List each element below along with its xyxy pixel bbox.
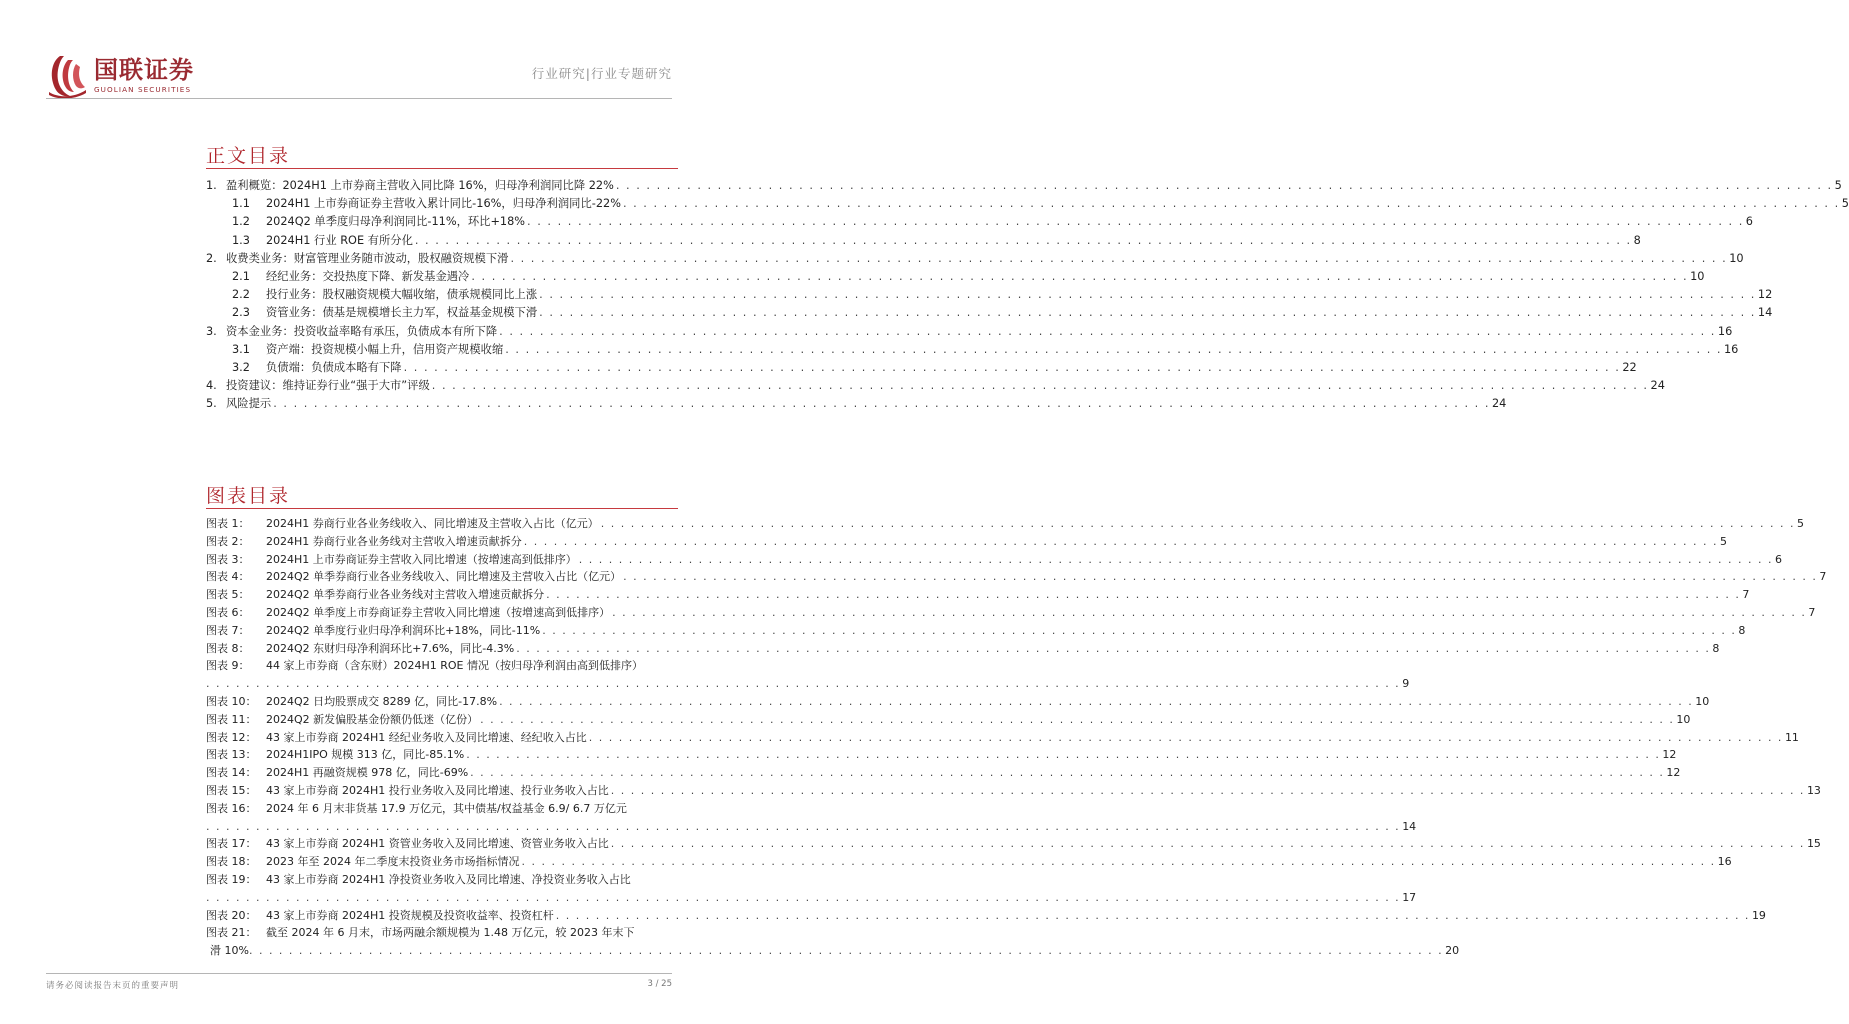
figure-entry-title: 2024H1 上市券商证券主营收入同比增速（按增速高到低排序） [266, 552, 577, 566]
toc-entry[interactable] [206, 395, 1507, 413]
dot-leader: . . . . . . . . . . . . . . . . . . . . . . . . . . . . . . . . . . . . . . . . . . . . . . . . . . . . . . . . . . . . . . . . . . . . . . . . . . . . . . . . . . . . . . . . . . . . . . . . . . . . . . . . . . . . . . . . . . . . . . . . [610, 837, 1805, 851]
toc-entry-page: 12 [1757, 288, 1773, 302]
figure-entry[interactable] [206, 586, 1750, 604]
figure-entry[interactable] [206, 924, 672, 942]
toc-entry-page: 24 [1491, 397, 1507, 411]
toc-entry[interactable] [206, 286, 1773, 304]
figure-entry[interactable] [206, 515, 1804, 533]
figure-entry-page: 8 [1712, 641, 1720, 655]
figure-entry-label: 图表 18： [206, 855, 257, 869]
figure-entry-continuation[interactable] [206, 675, 1410, 693]
toc-entry[interactable] [206, 213, 1753, 231]
toc-entry[interactable] [206, 323, 1733, 341]
figure-entry-title: 2024Q2 日均股票成交 8289 亿，同比-17.8% [266, 694, 498, 708]
dot-leader: . . . . . . . . . . . . . . . . . . . . . . . . . . . . . . . . . . . . . . . . . . . . . . . . . . . . . . . . . . . . . . . . . . . . . . . . . . . . . . . . . . . . . . . . . . . . . . . . . . . . . . . . . . . . . . . . . . . . . . . . [480, 712, 1675, 726]
figure-entry-title: 2024Q2 单季度上市券商证券主营收入同比增速（按增速高到低排序） [266, 605, 611, 619]
figure-entry[interactable] [206, 907, 1766, 925]
dot-leader: . . . . . . . . . . . . . . . . . . . . . . . . . . . . . . . . . . . . . . . . . . . . . . . . . . . . . . . . . . . . . . . . . . . . . . . . . . . . . . . . . . . . . . . . . . . . . . . . . . . . . . . . . . . . . . . . . . . . . . . . [466, 748, 1661, 762]
toc-entry-title: 盈利概览：2024H1 上市券商主营收入同比降 16%，归母净利润同比降 22% [226, 179, 614, 192]
figure-entry-title: 2024 年 6 月末非货基 17.9 万亿元，其中债基/权益基金 6.9/ 6.7 万亿元 [266, 801, 627, 815]
toc-entry[interactable] [206, 268, 1705, 286]
figure-entry-title: 2024Q2 东财归母净利润环比+7.6%，同比-4.3% [266, 641, 515, 655]
figure-entry-label: 图表 14： [206, 766, 257, 780]
dot-leader: . . . . . . . . . . . . . . . . . . . . . . . . . . . . . . . . . . . . . . . . . . . . . . . . . . . . . . . . . . . . . . . . . . . . . . . . . . . . . . . . . . . . . . . . . . . . . . . . . . . . . . . . . . . . . . . . . . . . . . . . [615, 179, 1833, 192]
figure-entry-title: 2024H1 再融资规模 978 亿，同比-69% [266, 766, 469, 780]
toc-entry[interactable] [206, 250, 1744, 268]
toc-entry-page: 6 [1745, 215, 1753, 229]
toc-entry-number: 3.1 [232, 342, 250, 356]
figure-entry-title: 2024H1 券商行业各业务线收入、同比增速及主营收入占比（亿元） [266, 517, 599, 530]
figure-entry[interactable] [206, 604, 1816, 622]
figure-entry-title: 43 家上市券商 2024H1 净投资业务收入及同比增速、净投资业务收入占比 [266, 872, 631, 886]
toc-entry-title: 投行业务：股权融资规模大幅收缩，债承规模同比上涨 [266, 288, 538, 302]
figure-entry-title: 截至 2024 年 6 月末，市场两融余额规模为 1.48 万亿元，较 2023 年末下 [266, 926, 635, 940]
figure-entry-label: 图表 15： [206, 783, 257, 797]
toc-entry-number: 2.1 [232, 269, 250, 283]
dot-leader: . . . . . . . . . . . . . . . . . . . . . . . . . . . . . . . . . . . . . . . . . . . . . . . . . . . . . . . . . . . . . . . . . . . . . . . . . . . . . . . . . . . . . . . . . . . . . . . . . . . . . . . . . . . . . . . . . . . . . . . . [542, 623, 1737, 637]
figure-entry-page: 15 [1806, 837, 1821, 851]
dot-leader: . . . . . . . . . . . . . . . . . . . . . . . . . . . . . . . . . . . . . . . . . . . . . . . . . . . . . . . . . . . . . . . . . . . . . . . . . . . . . . . . . . . . . . . . . . . . . . . . . . . . . . . . . . . . . . . . . . . . . . . . [539, 306, 1756, 320]
toc-entry-title: 资管业务：债基是规模增长主力军，权益基金规模下滑 [266, 306, 538, 320]
figure-entry-page: 10 [1695, 694, 1710, 708]
figure-entry-title: 2024Q2 单季度行业归母净利润环比+18%，同比-11% [266, 623, 541, 637]
dot-leader: . . . . . . . . . . . . . . . . . . . . . . . . . . . . . . . . . . . . . . . . . . . . . . . . . . . . . . . . . . . . . . . . . . . . . . . . . . . . . . . . . . . . . . . . . . . . . . . . . . . . . . . . . . . . . . . . . . . . . . . . [403, 360, 1621, 374]
figure-entry-page: 14 [1402, 819, 1417, 833]
figure-entry-continuation[interactable] [206, 818, 1417, 836]
figure-entry-page: 10 [1676, 712, 1691, 726]
toc-entry-page: 14 [1757, 306, 1773, 320]
dot-leader: . . . . . . . . . . . . . . . . . . . . . . . . . . . . . . . . . . . . . . . . . . . . . . . . . . . . . . . . . . . . . . . . . . . . . . . . . . . . . . . . . . . . . . . . . . . . . . . . . . . . . . . . . . . . . . . . . . . . . . . . [588, 730, 1783, 744]
figure-entry[interactable] [206, 782, 1821, 800]
figure-entry-title: 44 家上市券商（含东财）2024H1 ROE 情况（按归母净利润由高到低排序） [266, 659, 644, 673]
toc-entry-number: 1.2 [232, 215, 250, 229]
header-divider [46, 98, 672, 99]
dot-leader: . . . . . . . . . . . . . . . . . . . . . . . . . . . . . . . . . . . . . . . . . . . . . . . . . . . . . . . . . . . . . . . . . . . . . . . . . . . . . . . . . . . . . . . . . . . . . . . . . . . . . . . . . . . . . . . . . . . . . . . . [521, 855, 1716, 869]
figure-entry-page: 9 [1402, 677, 1410, 691]
toc-entry-page: 5 [1834, 179, 1842, 192]
dot-leader: . . . . . . . . . . . . . . . . . . . . . . . . . . . . . . . . . . . . . . . . . . . . . . . . . . . . . . . . . . . . . . . . . . . . . . . . . . . . . . . . . . . . . . . . . . . . . . . . . . . . . . . . . . . . . . . . . . . . . . . . [578, 552, 1773, 566]
toc-entry-page: 8 [1633, 233, 1641, 247]
figure-entry-page: 12 [1662, 748, 1677, 762]
toc-entry[interactable] [206, 377, 1665, 395]
dot-leader: . . . . . . . . . . . . . . . . . . . . . . . . . . . . . . . . . . . . . . . . . . . . . . . . . . . . . . . . . . . . . . . . . . . . . . . . . . . . . . . . . . . . . . . . . . . . . . . . . . . . . . . . . . . . . . . . . . . . . . . . [471, 269, 1689, 283]
figure-entry-title: 2024H1 券商行业各业务线对主营收入增速贡献拆分 [266, 534, 522, 548]
figure-entry-label: 图表 3： [206, 552, 250, 566]
toc-entry-page: 5 [1841, 197, 1849, 211]
dot-leader: . . . . . . . . . . . . . . . . . . . . . . . . . . . . . . . . . . . . . . . . . . . . . . . . . . . . . . . . . . . . . . . . . . . . . . . . . . . . . . . . . . . . . . . . . . . . . . . . . . . . . . . . . . . . . . . . . . . . . . . . [510, 251, 1728, 265]
toc-entry-page: 10 [1729, 251, 1744, 265]
dot-leader: . . . . . . . . . . . . . . . . . . . . . . . . . . . . . . . . . . . . . . . . . . . . . . . . . . . . . . . . . . . . . . . . . . . . . . . . . . . . . . . . . . . . . . . . . . . . . . . . . . . . . . . . . . . . . . . . . . . . . . . . [206, 890, 1401, 904]
toc-entry-number: 2. [206, 251, 217, 265]
figure-entry-title: 2024Q2 新发偏股基金份额仍低迷（亿份） [266, 712, 479, 726]
toc-entry-page: 22 [1622, 360, 1637, 374]
figure-entry-label: 图表 11： [206, 712, 257, 726]
figure-entry[interactable] [206, 533, 1727, 551]
figure-entry-title: 2023 年至 2024 年二季度末投资业务市场指标情况 [266, 855, 520, 869]
figure-entry-continuation[interactable] [206, 942, 1460, 960]
figure-entry-page: 16 [1717, 855, 1732, 869]
dot-leader: . . . . . . . . . . . . . . . . . . . . . . . . . . . . . . . . . . . . . . . . . . . . . . . . . . . . . . . . . . . . . . . . . . . . . . . . . . . . . . . . . . . . . . . . . . . . . . . . . . . . . . . . . . . . . . . . . . . . . . . . [555, 908, 1750, 922]
toc-entry-title: 投资建议：维持证券行业“强于大市”评级 [226, 379, 430, 393]
dot-leader: . . . . . . . . . . . . . . . . . . . . . . . . . . . . . . . . . . . . . . . . . . . . . . . . . . . . . . . . . . . . . . . . . . . . . . . . . . . . . . . . . . . . . . . . . . . . . . . . . . . . . . . . . . . . . . . . . . . . . . . . [273, 397, 1490, 411]
figure-entry-label: 图表 10： [206, 694, 257, 708]
dot-leader: . . . . . . . . . . . . . . . . . . . . . . . . . . . . . . . . . . . . . . . . . . . . . . . . . . . . . . . . . . . . . . . . . . . . . . . . . . . . . . . . . . . . . . . . . . . . . . . . . . . . . . . . . . . . . . . . . . . . . . . . [248, 944, 1444, 958]
figure-entry-page: 8 [1738, 623, 1746, 637]
toc-entry[interactable] [206, 304, 1773, 322]
toc-entry[interactable] [206, 341, 1739, 359]
figure-entry[interactable] [206, 835, 1821, 853]
dot-leader: . . . . . . . . . . . . . . . . . . . . . . . . . . . . . . . . . . . . . . . . . . . . . . . . . . . . . . . . . . . . . . . . . . . . . . . . . . . . . . . . . . . . . . . . . . . . . . . . . . . . . . . . . . . . . . . . . . . . . . . . [546, 588, 1741, 602]
figures-title: 图表目录 [206, 485, 291, 507]
toc-entry[interactable] [206, 232, 1641, 250]
figure-entry[interactable] [206, 640, 1720, 658]
toc-entry-number: 3. [206, 324, 217, 338]
list-of-figures [206, 515, 1827, 960]
figure-entry-title: 43 家上市券商 2024H1 资管业务收入及同比增速、资管业务收入占比 [266, 837, 609, 851]
figure-entry-title: 2024Q2 单季券商行业各业务线对主营收入增速贡献拆分 [266, 588, 545, 602]
dot-leader: . . . . . . . . . . . . . . . . . . . . . . . . . . . . . . . . . . . . . . . . . . . . . . . . . . . . . . . . . . . . . . . . . . . . . . . . . . . . . . . . . . . . . . . . . . . . . . . . . . . . . . . . . . . . . . . . . . . . . . . . [612, 605, 1807, 619]
figure-entry-label: 图表 16： [206, 801, 257, 815]
page-number: 3 / 25 [647, 979, 672, 989]
figure-entry[interactable] [206, 693, 1710, 711]
toc-entry-page: 10 [1690, 269, 1705, 283]
figure-entry-label: 图表 8： [206, 641, 250, 655]
toc-entry[interactable] [206, 195, 1849, 213]
figure-entry[interactable] [206, 657, 672, 675]
footer-divider [46, 973, 672, 974]
figure-entry[interactable] [206, 622, 1746, 640]
toc-entry-title: 经纪业务：交投热度下降、新发基金遇冷 [266, 269, 470, 283]
figure-entry[interactable] [206, 800, 672, 818]
figure-entry-label: 图表 12： [206, 730, 257, 744]
toc-entry-number: 1.1 [232, 197, 250, 211]
toc-entry-title: 2024Q2 单季度归母净利润同比-11%，环比+18% [266, 215, 526, 229]
figure-entry[interactable] [206, 871, 672, 889]
dot-leader: . . . . . . . . . . . . . . . . . . . . . . . . . . . . . . . . . . . . . . . . . . . . . . . . . . . . . . . . . . . . . . . . . . . . . . . . . . . . . . . . . . . . . . . . . . . . . . . . . . . . . . . . . . . . . . . . . . . . . . . . [610, 783, 1805, 797]
figure-entry-label: 图表 17： [206, 837, 257, 851]
toc-entry-number: 2.2 [232, 288, 250, 302]
figure-entry[interactable] [206, 729, 1799, 747]
toc-entry-title: 资产端：投资规模小幅上升，信用资产规模收缩 [266, 342, 504, 356]
figure-entry-label: 图表 6： [206, 605, 250, 619]
figures-title-rule [206, 508, 678, 509]
toc-entry-title: 2024H1 上市券商证券主营收入累计同比-16%，归母净利润同比-22% [266, 197, 621, 211]
dot-leader: . . . . . . . . . . . . . . . . . . . . . . . . . . . . . . . . . . . . . . . . . . . . . . . . . . . . . . . . . . . . . . . . . . . . . . . . . . . . . . . . . . . . . . . . . . . . . . . . . . . . . . . . . . . . . . . . . . . . . . . . [600, 517, 1795, 530]
figure-entry-label: 图表 7： [206, 623, 250, 637]
figure-entry-page: 17 [1402, 890, 1417, 904]
toc-entry-number: 5. [206, 397, 217, 411]
figure-entry[interactable] [206, 746, 1677, 764]
figure-entry-page: 12 [1666, 766, 1681, 780]
toc-entry-title: 资本金业务：投资收益率略有承压，负债成本有所下降 [226, 324, 498, 338]
figure-entry-page: 5 [1796, 517, 1804, 530]
figure-entry-page: 20 [1445, 944, 1460, 958]
dot-leader: . . . . . . . . . . . . . . . . . . . . . . . . . . . . . . . . . . . . . . . . . . . . . . . . . . . . . . . . . . . . . . . . . . . . . . . . . . . . . . . . . . . . . . . . . . . . . . . . . . . . . . . . . . . . . . . . . . . . . . . . [623, 570, 1818, 584]
dot-leader: . . . . . . . . . . . . . . . . . . . . . . . . . . . . . . . . . . . . . . . . . . . . . . . . . . . . . . . . . . . . . . . . . . . . . . . . . . . . . . . . . . . . . . . . . . . . . . . . . . . . . . . . . . . . . . . . . . . . . . . . [499, 324, 1716, 338]
contents-title: 正文目录 [206, 145, 291, 167]
toc-entry[interactable] [206, 177, 1842, 195]
figure-entry-label: 图表 19： [206, 872, 257, 886]
figure-entry-page: 5 [1719, 534, 1727, 548]
figure-entry[interactable] [206, 853, 1732, 871]
figure-entry-title: 43 家上市券商 2024H1 投资规模及投资收益率、投资杠杆 [266, 908, 554, 922]
figure-entry[interactable] [206, 711, 1691, 729]
figure-entry-page: 19 [1751, 908, 1766, 922]
toc-entry-number: 1. [206, 179, 217, 192]
figure-entry-label: 图表 4： [206, 570, 250, 584]
figure-entry-label: 图表 9： [206, 659, 250, 673]
figure-entry[interactable] [206, 551, 1782, 569]
toc-entry-title: 风险提示 [226, 397, 272, 411]
figure-entry-label: 图表 21： [206, 926, 257, 940]
figure-entry-continuation[interactable] [206, 889, 1417, 907]
company-logo [46, 50, 194, 100]
figure-entry-title: 2024H1IPO 规模 313 亿，同比-85.1% [266, 748, 465, 762]
logo-english-name: GUOLIAN SECURITIES [94, 85, 192, 94]
guolian-logo-mark [46, 52, 88, 98]
figure-entry[interactable] [206, 764, 1681, 782]
figure-entry[interactable] [206, 568, 1827, 586]
toc-entry-page: 24 [1650, 379, 1665, 393]
dot-leader: . . . . . . . . . . . . . . . . . . . . . . . . . . . . . . . . . . . . . . . . . . . . . . . . . . . . . . . . . . . . . . . . . . . . . . . . . . . . . . . . . . . . . . . . . . . . . . . . . . . . . . . . . . . . . . . . . . . . . . . . [414, 233, 1632, 247]
toc-entry-page: 16 [1717, 324, 1733, 338]
dot-leader: . . . . . . . . . . . . . . . . . . . . . . . . . . . . . . . . . . . . . . . . . . . . . . . . . . . . . . . . . . . . . . . . . . . . . . . . . . . . . . . . . . . . . . . . . . . . . . . . . . . . . . . . . . . . . . . . . . . . . . . . [516, 641, 1711, 655]
toc-entry[interactable] [206, 359, 1637, 377]
toc-entry-title: 2024H1 行业 ROE 有所分化 [266, 233, 413, 247]
figure-entry-label: 图表 20： [206, 908, 257, 922]
figure-entry-page: 6 [1774, 552, 1782, 566]
figure-entry-page: 11 [1784, 730, 1799, 744]
dot-leader: . . . . . . . . . . . . . . . . . . . . . . . . . . . . . . . . . . . . . . . . . . . . . . . . . . . . . . . . . . . . . . . . . . . . . . . . . . . . . . . . . . . . . . . . . . . . . . . . . . . . . . . . . . . . . . . . . . . . . . . . [523, 534, 1718, 548]
figure-entry-label: 图表 5： [206, 588, 250, 602]
dot-leader: . . . . . . . . . . . . . . . . . . . . . . . . . . . . . . . . . . . . . . . . . . . . . . . . . . . . . . . . . . . . . . . . . . . . . . . . . . . . . . . . . . . . . . . . . . . . . . . . . . . . . . . . . . . . . . . . . . . . . . . . [539, 288, 1756, 302]
dot-leader: . . . . . . . . . . . . . . . . . . . . . . . . . . . . . . . . . . . . . . . . . . . . . . . . . . . . . . . . . . . . . . . . . . . . . . . . . . . . . . . . . . . . . . . . . . . . . . . . . . . . . . . . . . . . . . . . . . . . . . . . [431, 379, 1649, 393]
logo-chinese-name: 国联证券 [94, 56, 194, 84]
toc-entry-number: 4. [206, 379, 217, 393]
figure-entry-title-continued: 滑 10% [210, 944, 249, 958]
dot-leader: . . . . . . . . . . . . . . . . . . . . . . . . . . . . . . . . . . . . . . . . . . . . . . . . . . . . . . . . . . . . . . . . . . . . . . . . . . . . . . . . . . . . . . . . . . . . . . . . . . . . . . . . . . . . . . . . . . . . . . . . [206, 677, 1401, 691]
figure-entry-page: 7 [1808, 605, 1816, 619]
dot-leader: . . . . . . . . . . . . . . . . . . . . . . . . . . . . . . . . . . . . . . . . . . . . . . . . . . . . . . . . . . . . . . . . . . . . . . . . . . . . . . . . . . . . . . . . . . . . . . . . . . . . . . . . . . . . . . . . . . . . . . . . [206, 819, 1401, 833]
toc-entry-number: 3.2 [232, 360, 250, 374]
dot-leader: . . . . . . . . . . . . . . . . . . . . . . . . . . . . . . . . . . . . . . . . . . . . . . . . . . . . . . . . . . . . . . . . . . . . . . . . . . . . . . . . . . . . . . . . . . . . . . . . . . . . . . . . . . . . . . . . . . . . . . . . [499, 694, 1694, 708]
dot-leader: . . . . . . . . . . . . . . . . . . . . . . . . . . . . . . . . . . . . . . . . . . . . . . . . . . . . . . . . . . . . . . . . . . . . . . . . . . . . . . . . . . . . . . . . . . . . . . . . . . . . . . . . . . . . . . . . . . . . . . . . [470, 766, 1665, 780]
figure-entry-page: 7 [1819, 570, 1827, 584]
toc-entry-title: 收费类业务：财富管理业务随市波动，股权融资规模下滑 [226, 251, 509, 265]
dot-leader: . . . . . . . . . . . . . . . . . . . . . . . . . . . . . . . . . . . . . . . . . . . . . . . . . . . . . . . . . . . . . . . . . . . . . . . . . . . . . . . . . . . . . . . . . . . . . . . . . . . . . . . . . . . . . . . . . . . . . . . . [527, 215, 1744, 229]
document-type: 行业研究|行业专题研究 [531, 66, 672, 81]
figure-entry-page: 13 [1806, 783, 1821, 797]
toc-entry-page: 16 [1724, 342, 1739, 356]
figure-entry-page: 7 [1742, 588, 1750, 602]
toc-entry-number: 1.3 [232, 233, 250, 247]
figure-entry-label: 图表 2： [206, 534, 250, 548]
table-of-contents [206, 177, 1849, 413]
contents-title-rule [206, 168, 678, 169]
figure-entry-label: 图表 1： [206, 517, 250, 530]
footer-disclaimer: 请务必阅读报告末页的重要声明 [46, 981, 180, 991]
dot-leader: . . . . . . . . . . . . . . . . . . . . . . . . . . . . . . . . . . . . . . . . . . . . . . . . . . . . . . . . . . . . . . . . . . . . . . . . . . . . . . . . . . . . . . . . . . . . . . . . . . . . . . . . . . . . . . . . . . . . . . . . [505, 342, 1722, 356]
figure-entry-title: 43 家上市券商 2024H1 经纪业务收入及同比增速、经纪收入占比 [266, 730, 587, 744]
toc-entry-title: 负债端：负债成本略有下降 [266, 360, 402, 374]
figure-entry-title: 2024Q2 单季券商行业各业务线收入、同比增速及主营收入占比（亿元） [266, 570, 622, 584]
figure-entry-title: 43 家上市券商 2024H1 投行业务收入及同比增速、投行业务收入占比 [266, 783, 609, 797]
figure-entry-label: 图表 13： [206, 748, 257, 762]
toc-entry-number: 2.3 [232, 306, 250, 320]
dot-leader: . . . . . . . . . . . . . . . . . . . . . . . . . . . . . . . . . . . . . . . . . . . . . . . . . . . . . . . . . . . . . . . . . . . . . . . . . . . . . . . . . . . . . . . . . . . . . . . . . . . . . . . . . . . . . . . . . . . . . . . . [622, 197, 1840, 211]
